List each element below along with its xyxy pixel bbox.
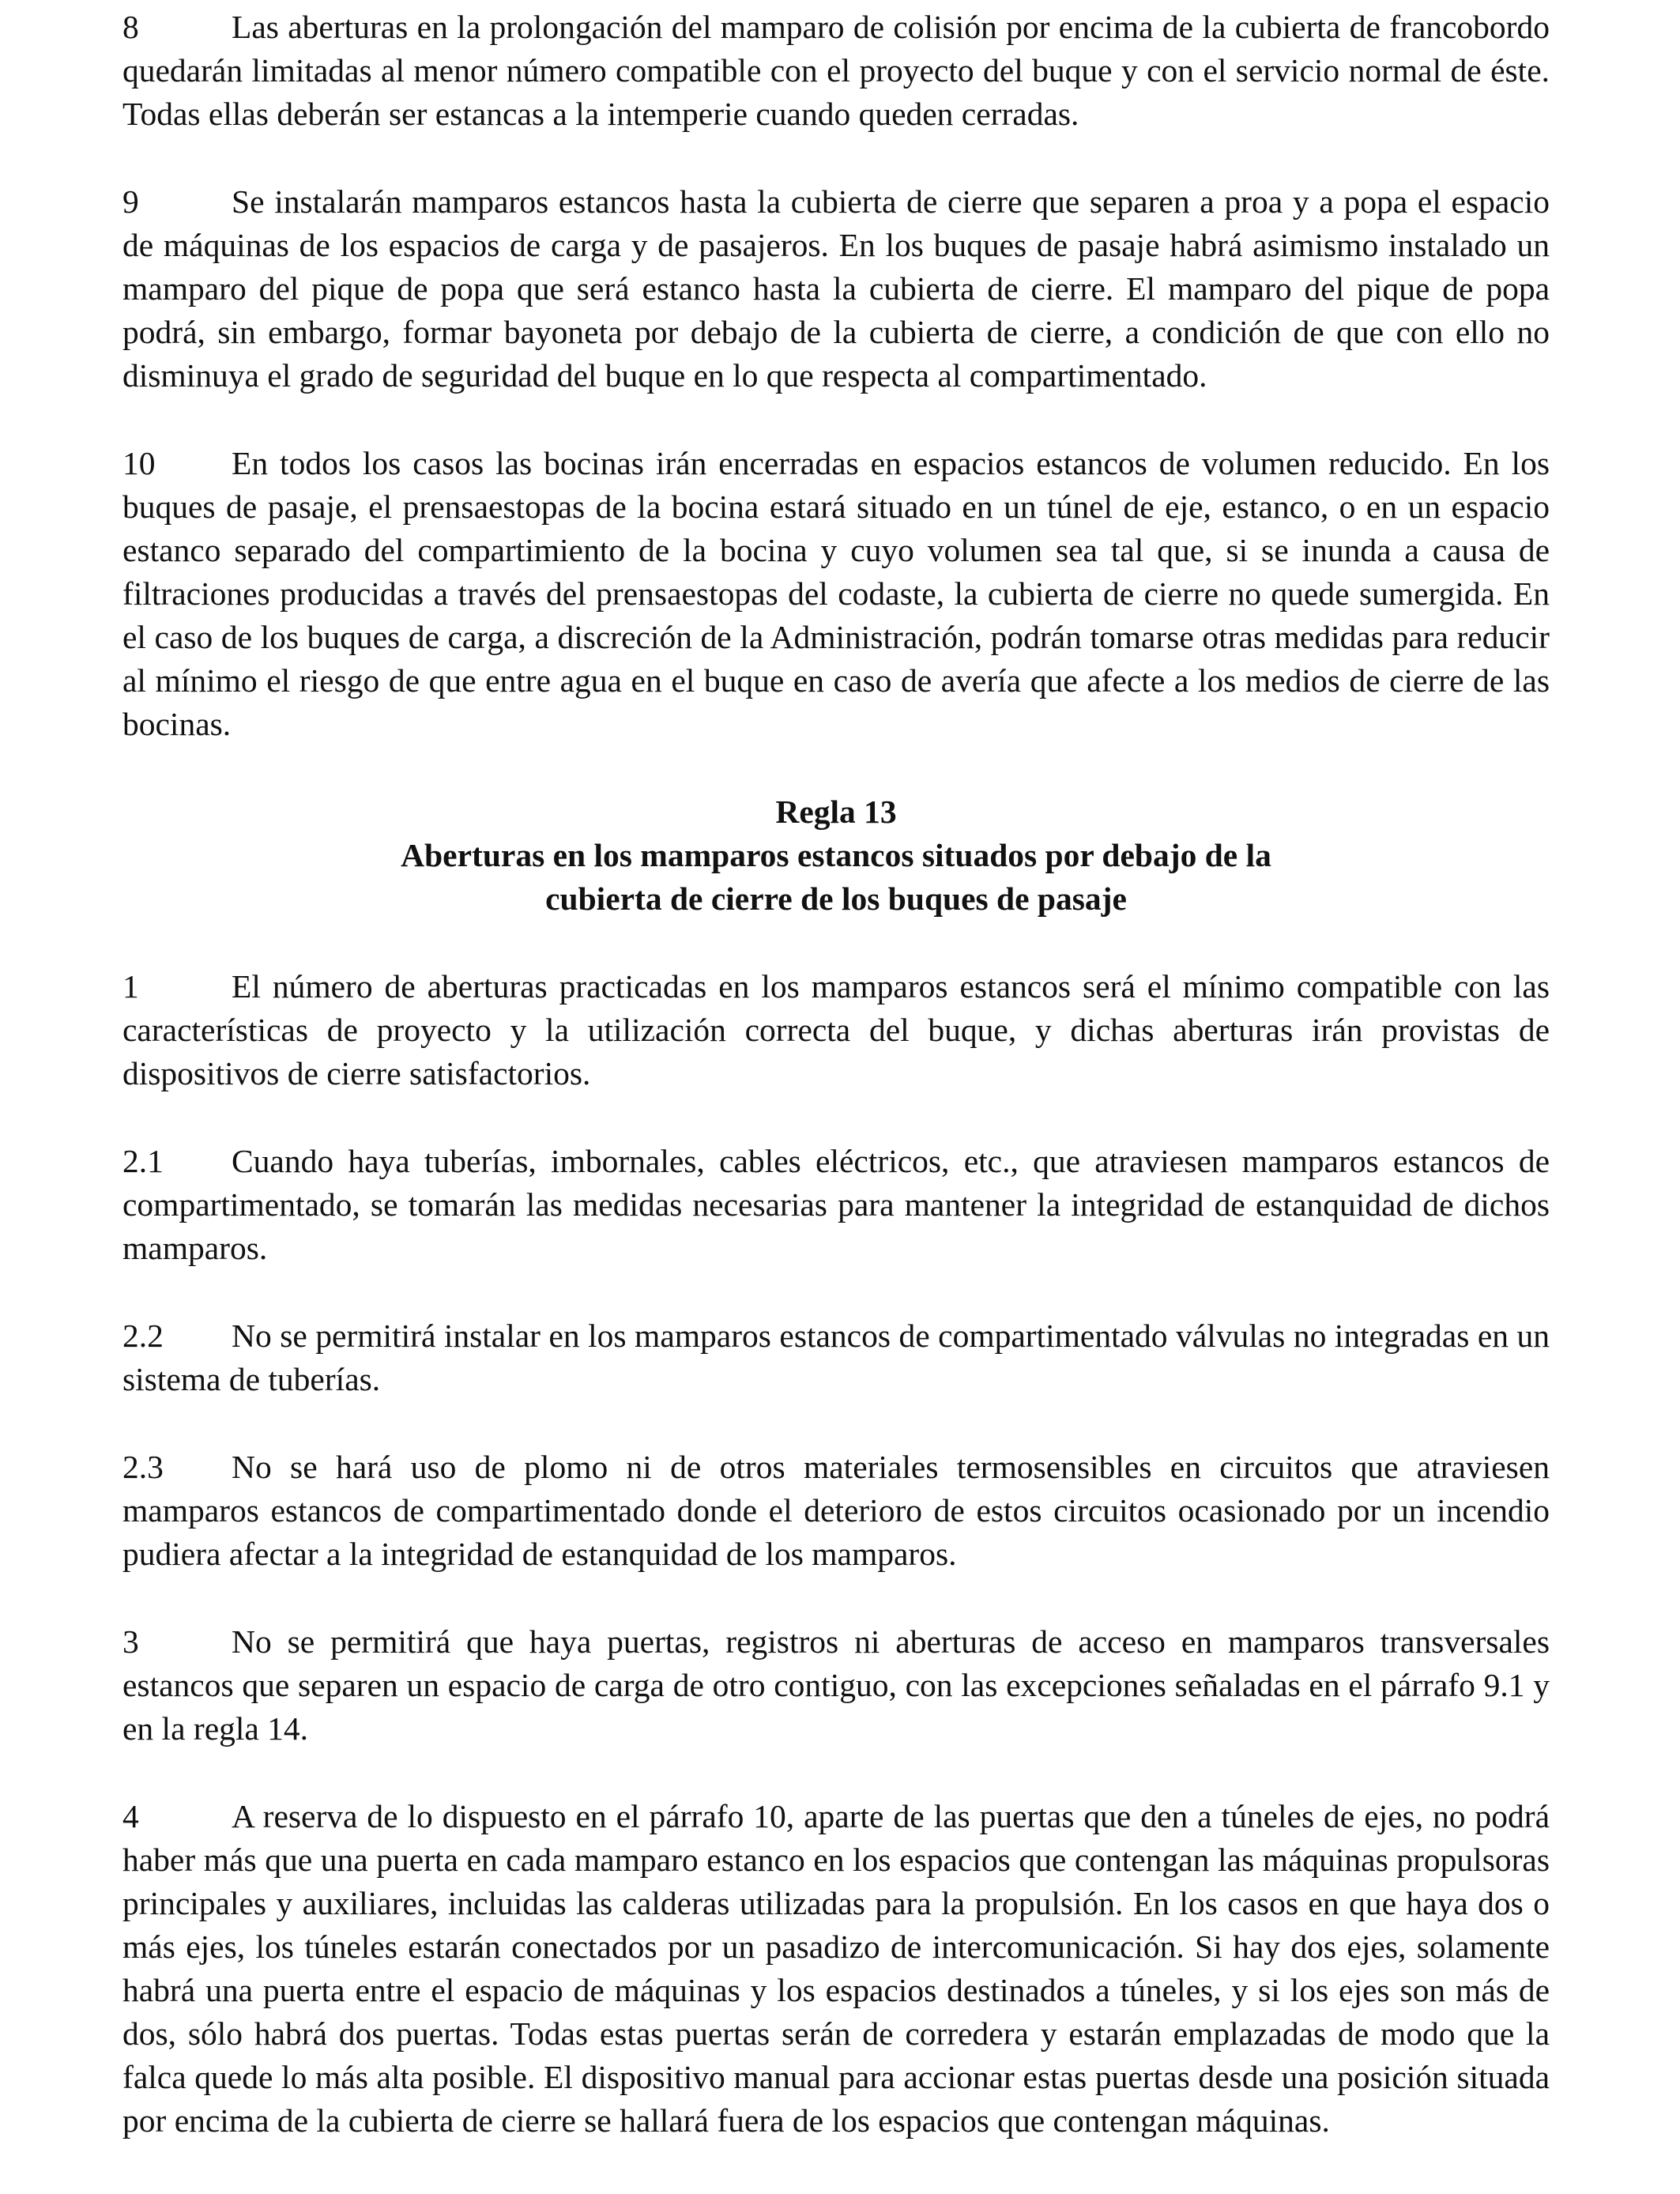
paragraph-text: Las aberturas en la prolongación del mamparo de colisión por encima de la cubierta de francobordo quedarán limitadas al menor número compatible con el proyecto del buque y con el servicio normal de éste. Todas ellas deberán ser estancas a la intemperie cuando queden cerradas. — [122, 9, 1550, 132]
paragraph-text: En todos los casos las bocinas irán encerradas en espacios estancos de volumen reducido. En los buques de pasaje, el prensaestopas de la bocina estará situado en un túnel de eje, estanco, o en un espacio estanco separado del compartimiento de la bocina y cuyo volumen sea tal que, si se inunda a causa de filtraciones producidas a través del prensaestopas del codaste, la cubierta de cierre no quede sumergida. En el caso de los buques de carga, a discreción de la Administración, podrán tomarse otras medidas para reducir al mínimo el riesgo de que entre agua en el buque en caso de avería que afecte a los medios de cierre de las bocinas. — [122, 445, 1550, 742]
rule-title-line-1: Aberturas en los mamparos estancos situados por debajo de la — [401, 837, 1271, 873]
rule-number: Regla 13 — [775, 794, 897, 830]
paragraph-number: 10 — [122, 445, 156, 481]
paragraph-1 — [122, 965, 1550, 1095]
paragraph-8 — [122, 6, 1550, 136]
paragraph-text: Cuando haya tuberías, imbornales, cables eléctricos, etc., que atraviesen mamparos estancos de compartimentado, se tomarán las medidas necesarias para mantener la integridad de estanquidad de dichos mamparos. — [122, 1143, 1550, 1266]
paragraph-9 — [122, 180, 1550, 398]
paragraph-text: No se hará uso de plomo ni de otros materiales termosensibles en circuitos que atraviesen mamparos estancos de compartimentado donde el deterioro de estos circuitos ocasionado por un incendio pudiera afectar a la integridad de estanquidad de los mamparos. — [122, 1449, 1550, 1572]
paragraph-number: 8 — [122, 9, 139, 45]
paragraph-number: 4 — [122, 1798, 139, 1834]
paragraph-text: Se instalarán mamparos estancos hasta la cubierta de cierre que separen a proa y a popa el espacio de máquinas de los espacios de carga y de pasajeros. En los buques de pasaje habrá asimismo instalado un mamparo del pique de popa que será estanco hasta la cubierta de cierre. El mamparo del pique de popa podrá, sin embargo, formar bayoneta por debajo de la cubierta de cierre, a condición de que con ello no disminuya el grado de seguridad del buque en lo que respecta al compartimentado. — [122, 183, 1550, 394]
paragraph-3 — [122, 1620, 1550, 1751]
paragraph-2-1 — [122, 1140, 1550, 1270]
paragraph-number: 3 — [122, 1623, 139, 1660]
paragraph-2-3 — [122, 1446, 1550, 1576]
paragraph-10 — [122, 442, 1550, 746]
paragraph-number: 2.1 — [122, 1143, 164, 1179]
paragraph-text: No se permitirá instalar en los mamparos estancos de compartimentado válvulas no integradas en un sistema de tuberías. — [122, 1318, 1550, 1397]
paragraph-text: A reserva de lo dispuesto en el párrafo 10, aparte de las puertas que den a túneles de ejes, no podrá haber más que una puerta en cada mamparo estanco en los espacios que contengan las máquinas propulsoras principales y auxiliares, incluidas las calderas utilizadas para la propulsión. En los casos en que haya dos o más ejes, los túneles estarán conectados por un pasadizo de intercomunicación. Si hay dos ejes, solamente habrá una puerta entre el espacio de máquinas y los espacios destinados a túneles, y si los ejes son más de dos, sólo habrá dos puertas. Todas estas puertas serán de corredera y estarán emplazadas de modo que la falca quede lo más alta posible. El dispositivo manual para accionar estas puertas desde una posición situada por encima de la cubierta de cierre se hallará fuera de los espacios que contengan máquinas. — [122, 1798, 1550, 2139]
rule-heading — [122, 790, 1550, 921]
paragraph-4 — [122, 1795, 1550, 2143]
rule-title-line-2: cubierta de cierre de los buques de pasaje — [545, 880, 1127, 917]
paragraph-number: 9 — [122, 183, 139, 220]
paragraph-number: 2.3 — [122, 1449, 164, 1485]
document-page — [122, 0, 1550, 2187]
paragraph-number: 2.2 — [122, 1318, 164, 1354]
paragraph-2-2 — [122, 1314, 1550, 1401]
paragraph-text: No se permitirá que haya puertas, registros ni aberturas de acceso en mamparos transversales estancos que separen un espacio de carga de otro contiguo, con las excepciones señaladas en el párrafo 9.1 y en la regla 14. — [122, 1623, 1550, 1747]
paragraph-number: 1 — [122, 968, 139, 1005]
paragraph-text: El número de aberturas practicadas en los mamparos estancos será el mínimo compatible con las características de proyecto y la utilización correcta del buque, y dichas aberturas irán provistas de dispositivos de cierre satisfactorios. — [122, 968, 1550, 1091]
